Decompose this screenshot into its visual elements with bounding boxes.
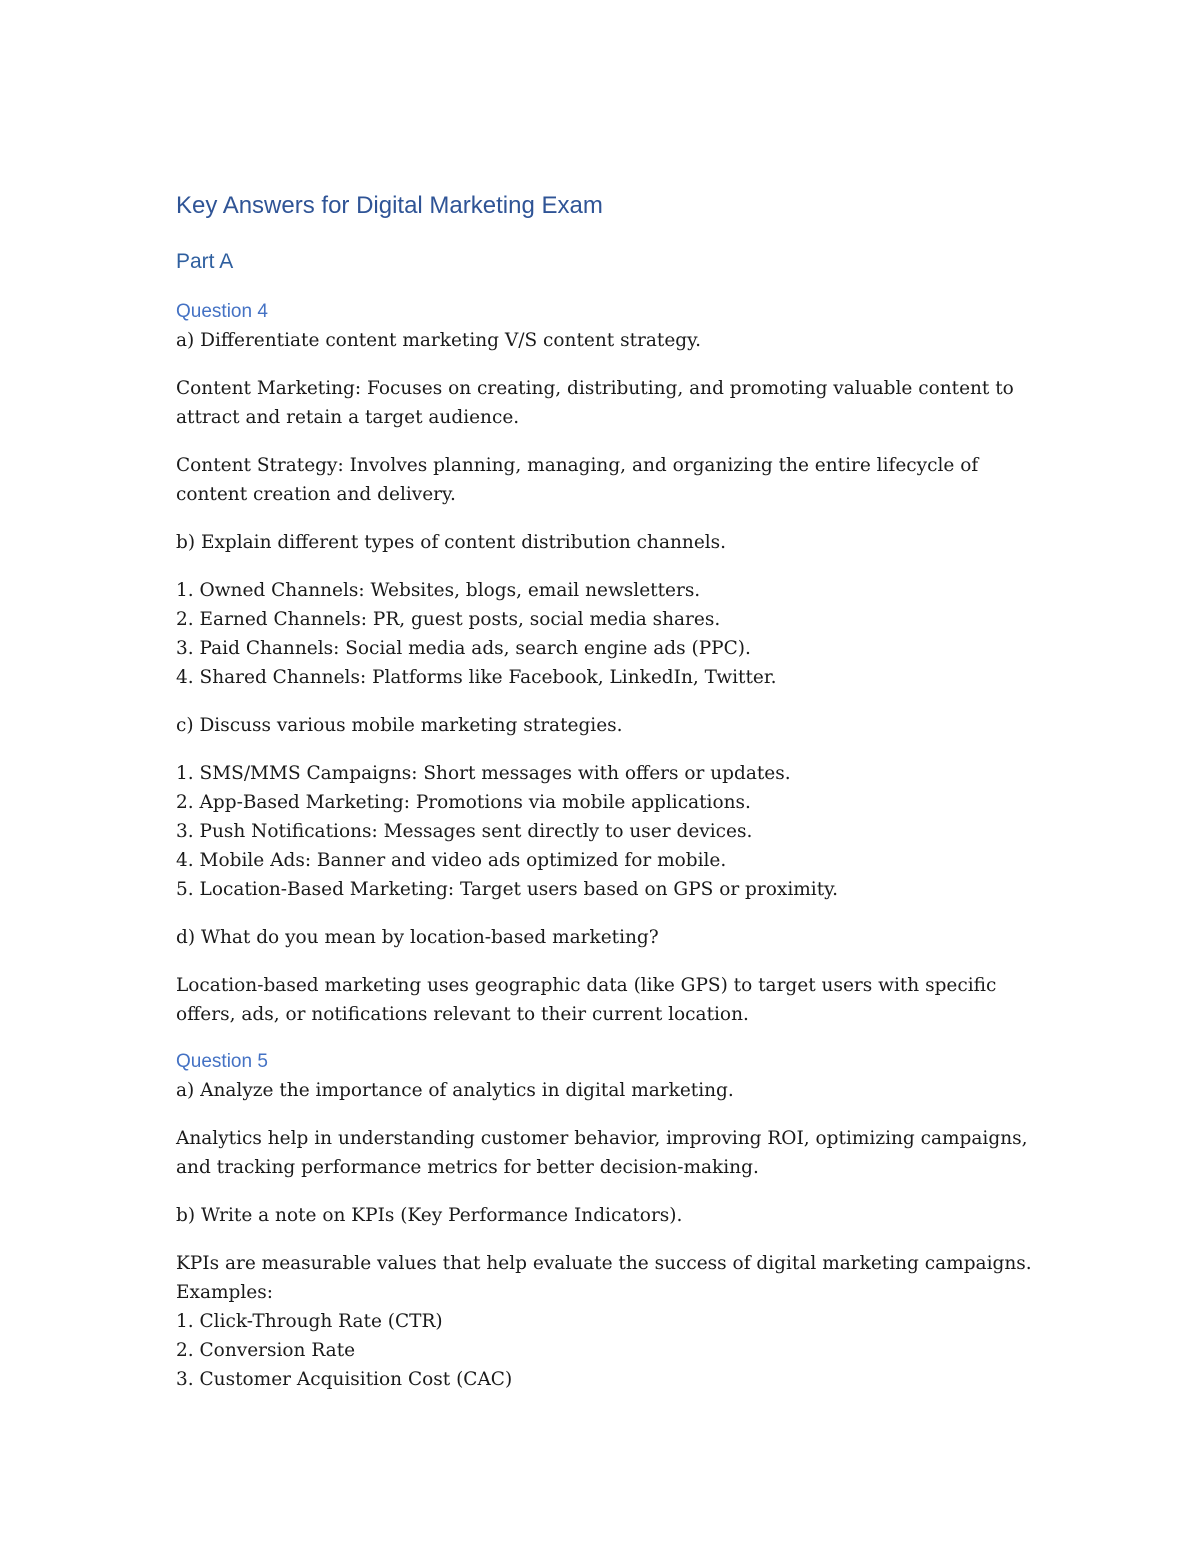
- question-4-heading: Question 4: [176, 301, 268, 322]
- list-item: 2. Earned Channels: PR, guest posts, social media shares.: [176, 609, 721, 630]
- q4-d-question: d) What do you mean by location-based marketing?: [176, 927, 659, 948]
- q5-b-examples-label: Examples:: [176, 1282, 273, 1303]
- question-5-heading: Question 5: [176, 1051, 268, 1072]
- q5-b-question: b) Write a note on KPIs (Key Performance Indicators).: [176, 1205, 683, 1226]
- list-item: 3. Customer Acquisition Cost (CAC): [176, 1369, 513, 1390]
- list-item: 1. Owned Channels: Websites, blogs, email newsletters.: [176, 580, 701, 601]
- list-item: 1. SMS/MMS Campaigns: Short messages with offers or updates.: [176, 763, 791, 784]
- list-item: 5. Location-Based Marketing: Target users based on GPS or proximity.: [176, 879, 838, 900]
- q4-a-answer-content-marketing: Content Marketing: Focuses on creating, distributing, and promoting valuable content to attract and retain a target audience.: [176, 378, 1014, 428]
- q4-c-question: c) Discuss various mobile marketing strategies.: [176, 715, 623, 736]
- q5-a-question: a) Analyze the importance of analytics in digital marketing.: [176, 1080, 734, 1101]
- list-item: 2. Conversion Rate: [176, 1340, 356, 1361]
- list-item: 1. Click-Through Rate (CTR): [176, 1311, 443, 1332]
- list-item: 2. App-Based Marketing: Promotions via mobile applications.: [176, 792, 751, 813]
- list-item: 3. Push Notifications: Messages sent directly to user devices.: [176, 821, 753, 842]
- q5-b-answer: [176, 1249, 1046, 1394]
- q4-a-answer-content-strategy: Content Strategy: Involves planning, managing, and organizing the entire lifecycle of content creation and delivery.: [176, 455, 979, 505]
- list-item: 3. Paid Channels: Social media ads, search engine ads (PPC).: [176, 638, 751, 659]
- q4-c-list: [176, 759, 1046, 904]
- part-heading: Part A: [176, 250, 234, 273]
- q4-a-question: a) Differentiate content marketing V/S content strategy.: [176, 330, 701, 351]
- q4-b-list: [176, 576, 1046, 692]
- document-page: [176, 188, 1046, 1394]
- document-title: Key Answers for Digital Marketing Exam: [176, 192, 603, 219]
- q4-d-answer: Location-based marketing uses geographic data (like GPS) to target users with specific offers, ads, or notifications relevant to their current location.: [176, 975, 997, 1025]
- list-item: 4. Shared Channels: Platforms like Facebook, LinkedIn, Twitter.: [176, 667, 777, 688]
- q5-b-answer-text: KPIs are measurable values that help evaluate the success of digital marketing campaigns.: [176, 1253, 1032, 1274]
- q4-b-question: b) Explain different types of content distribution channels.: [176, 532, 727, 553]
- list-item: 4. Mobile Ads: Banner and video ads optimized for mobile.: [176, 850, 727, 871]
- q5-a-answer: Analytics help in understanding customer behavior, improving ROI, optimizing campaigns, and tracking performance metrics for better decision-making.: [176, 1128, 1028, 1178]
